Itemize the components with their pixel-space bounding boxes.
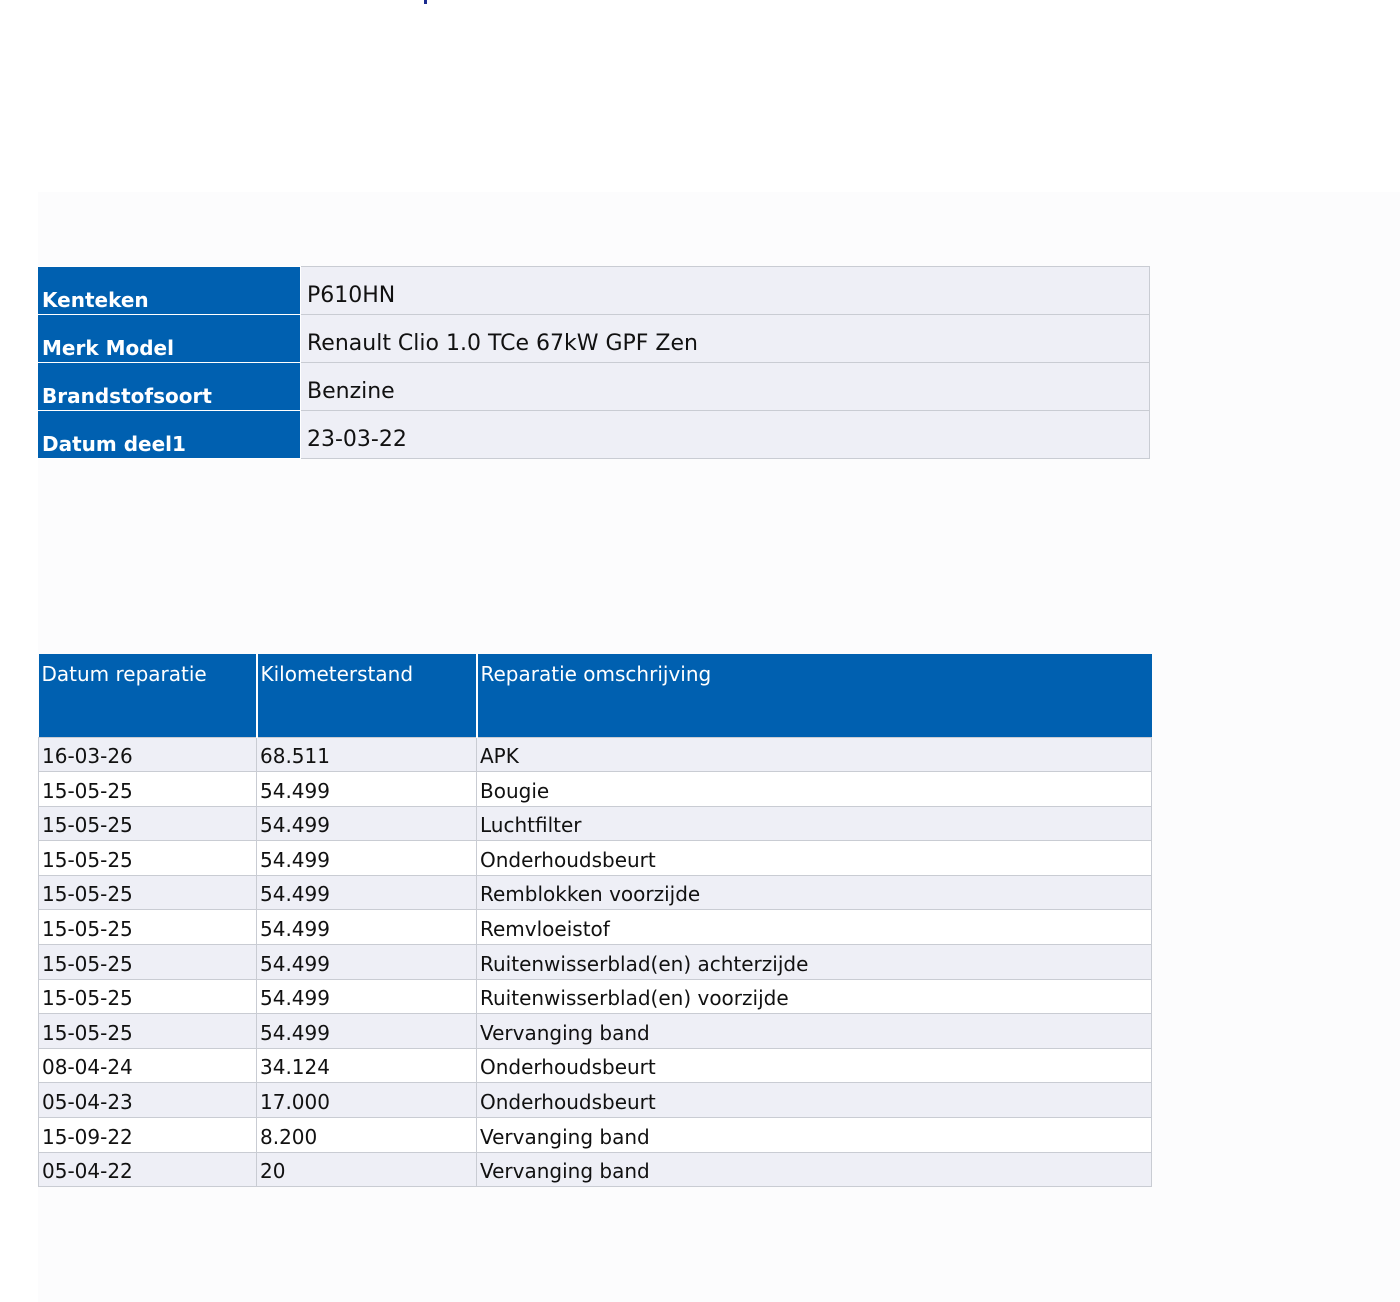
cell-datum: 15-05-25 — [39, 875, 257, 910]
cell-omschrijving: Bougie — [477, 772, 1152, 807]
cell-omschrijving: Ruitenwisserblad(en) achterzijde — [477, 945, 1152, 980]
vehicle-label: Datum deel1 — [39, 411, 301, 459]
vehicle-value: P610HN — [301, 267, 1150, 315]
cell-datum: 15-05-25 — [39, 1014, 257, 1049]
cell-omschrijving: Luchtfilter — [477, 806, 1152, 841]
cell-kilometerstand: 54.499 — [257, 1014, 477, 1049]
cell-kilometerstand: 54.499 — [257, 910, 477, 945]
vehicle-row-merk-model — [39, 315, 1150, 363]
column-header-omschrijving: Reparatie omschrijving — [477, 654, 1152, 737]
table-row — [39, 979, 1152, 1014]
table-row — [39, 806, 1152, 841]
vehicle-row-brandstofsoort — [39, 363, 1150, 411]
cell-omschrijving: Vervanging band — [477, 1118, 1152, 1153]
cell-omschrijving: Onderhoudsbeurt — [477, 1048, 1152, 1083]
cell-kilometerstand: 54.499 — [257, 979, 477, 1014]
column-header-kilometerstand: Kilometerstand — [257, 654, 477, 737]
cell-datum: 15-09-22 — [39, 1118, 257, 1153]
table-row — [39, 1048, 1152, 1083]
page-mark — [424, 0, 427, 4]
cell-omschrijving: Onderhoudsbeurt — [477, 841, 1152, 876]
table-row — [39, 1118, 1152, 1153]
cell-kilometerstand: 54.499 — [257, 806, 477, 841]
cell-kilometerstand: 54.499 — [257, 945, 477, 980]
table-row — [39, 841, 1152, 876]
table-row — [39, 1014, 1152, 1049]
cell-kilometerstand: 34.124 — [257, 1048, 477, 1083]
cell-omschrijving: Remvloeistof — [477, 910, 1152, 945]
cell-datum: 15-05-25 — [39, 945, 257, 980]
cell-datum: 15-05-25 — [39, 806, 257, 841]
repair-rows — [39, 737, 1152, 1187]
cell-omschrijving: Vervanging band — [477, 1014, 1152, 1049]
cell-omschrijving: APK — [477, 737, 1152, 772]
cell-kilometerstand: 68.511 — [257, 737, 477, 772]
cell-kilometerstand: 54.499 — [257, 875, 477, 910]
cell-omschrijving: Remblokken voorzijde — [477, 875, 1152, 910]
vehicle-row-kenteken — [39, 267, 1150, 315]
vehicle-label: Merk Model — [39, 315, 301, 363]
cell-datum: 05-04-22 — [39, 1152, 257, 1187]
cell-datum: 15-05-25 — [39, 772, 257, 807]
vehicle-row-datum-deel1 — [39, 411, 1150, 459]
cell-datum: 08-04-24 — [39, 1048, 257, 1083]
table-row — [39, 875, 1152, 910]
cell-omschrijving: Ruitenwisserblad(en) voorzijde — [477, 979, 1152, 1014]
column-header-datum: Datum reparatie — [39, 654, 257, 737]
cell-omschrijving: Vervanging band — [477, 1152, 1152, 1187]
cell-datum: 15-05-25 — [39, 841, 257, 876]
cell-kilometerstand: 8.200 — [257, 1118, 477, 1153]
cell-kilometerstand: 20 — [257, 1152, 477, 1187]
cell-kilometerstand: 54.499 — [257, 841, 477, 876]
table-row — [39, 772, 1152, 807]
vehicle-label: Kenteken — [39, 267, 301, 315]
table-row — [39, 945, 1152, 980]
cell-datum: 15-05-25 — [39, 910, 257, 945]
vehicle-label: Brandstofsoort — [39, 363, 301, 411]
vehicle-value: Benzine — [301, 363, 1150, 411]
table-row — [39, 737, 1152, 772]
vehicle-info-table — [38, 266, 1150, 459]
vehicle-value: 23-03-22 — [301, 411, 1150, 459]
table-row — [39, 1083, 1152, 1118]
cell-kilometerstand: 54.499 — [257, 772, 477, 807]
cell-datum: 16-03-26 — [39, 737, 257, 772]
cell-omschrijving: Onderhoudsbeurt — [477, 1083, 1152, 1118]
table-row — [39, 1152, 1152, 1187]
repair-header-row — [39, 654, 1152, 737]
cell-datum: 05-04-23 — [39, 1083, 257, 1118]
cell-datum: 15-05-25 — [39, 979, 257, 1014]
cell-kilometerstand: 17.000 — [257, 1083, 477, 1118]
table-row — [39, 910, 1152, 945]
repair-history-table — [38, 654, 1152, 1187]
vehicle-value: Renault Clio 1.0 TCe 67kW GPF Zen — [301, 315, 1150, 363]
